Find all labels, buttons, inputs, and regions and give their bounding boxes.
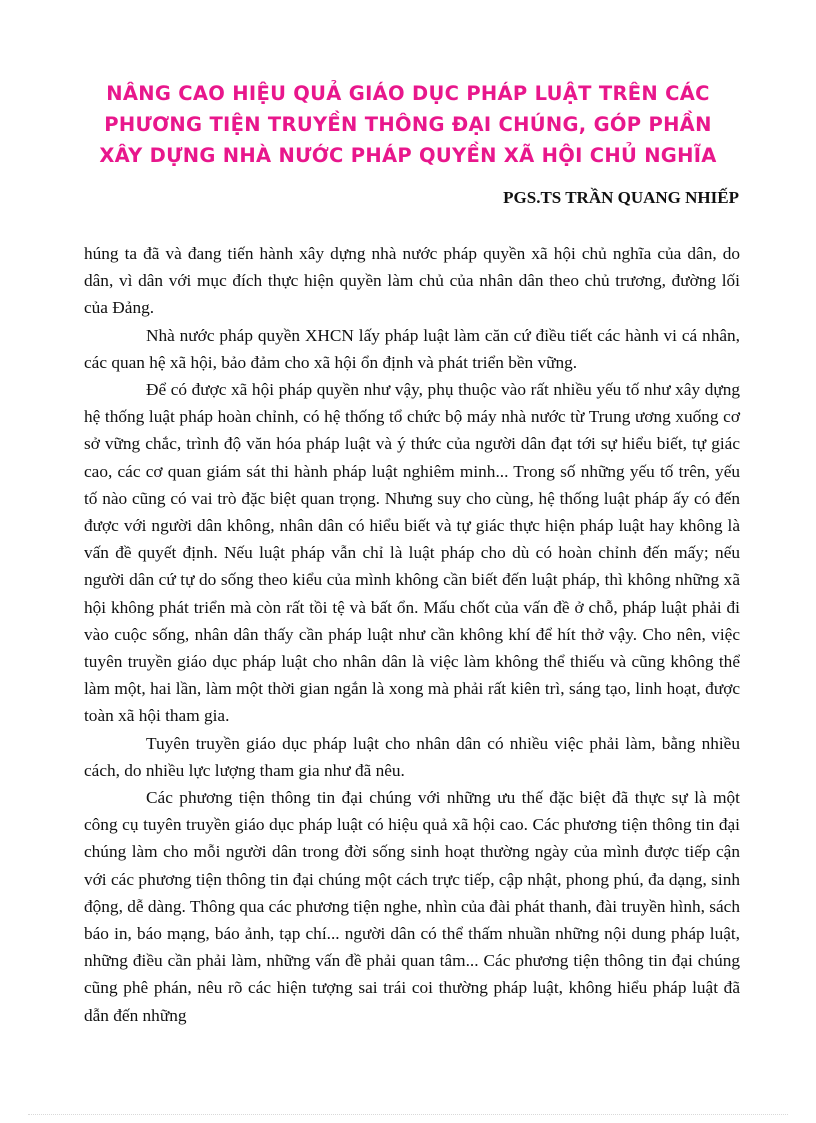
title-line-2: PHƯƠNG TIỆN TRUYỀN THÔNG ĐẠI CHÚNG, GÓP PHẦN: [104, 113, 712, 136]
paragraph-1: húng ta đã và đang tiến hành xây dựng nhà nước pháp quyền xã hội chủ nghĩa của dân, do dân, vì dân với mục đích thực hiện quyền làm chủ của nhân dân theo chủ trương, đường lối của Đảng.: [84, 244, 740, 318]
page-bottom-divider: [28, 1114, 788, 1115]
title-line-1: NÂNG CAO HIỆU QUẢ GIÁO DỤC PHÁP LUẬT TRÊN CÁC: [106, 82, 710, 105]
paragraph-4: Tuyên truyền giáo dục pháp luật cho nhân dân có nhiều việc phải làm, bằng nhiều cách, do nhiều lực lượng tham gia như đã nêu.: [84, 733, 740, 780]
title-line-3: XÂY DỰNG NHÀ NƯỚC PHÁP QUYỀN XÃ HỘI CHỦ NGHĨA: [99, 144, 717, 167]
article-body: [84, 240, 740, 1029]
paragraph-3: Để có được xã hội pháp quyền như vậy, phụ thuộc vào rất nhiều yếu tố như xây dựng hệ thống luật pháp hoàn chỉnh, có hệ thống tổ chức bộ máy nhà nước từ Trung ương xuống cơ sở vững chắc, trình độ văn hóa pháp luật và ý thức của người dân đạt tới sự hiểu biết, tự giác cao, các cơ quan giám sát thi hành pháp luật nghiêm minh... Trong số những yếu tố trên, yếu tố nào cũng có vai trò đặc biệt quan trọng. Nhưng suy cho cùng, hệ thống luật pháp ấy có đến được với người dân không, nhân dân có hiểu biết và tự giác thực hiện pháp luật hay không là vấn đề quyết định. Nếu luật pháp vẫn chỉ là luật pháp cho dù có hoàn chỉnh đến mấy; nếu người dân cứ tự do sống theo kiểu của mình không cần biết đến luật pháp, thì không những xã hội không phát triển mà còn rất tồi tệ và bất ổn. Mấu chốt của vấn đề ở chỗ, pháp luật phải đi vào cuộc sống, nhân dân thấy cần pháp luật như cần không khí để hít thở vậy. Cho nên, việc tuyên truyền giáo dục pháp luật cho nhân dân là việc làm không thể thiếu và cũng không thể làm một, hai lần, làm một thời gian ngắn là xong mà phải rất kiên trì, sáng tạo, linh hoạt, được toàn xã hội tham gia.: [84, 380, 740, 726]
article-title: [60, 78, 756, 171]
author-byline: PGS.TS TRẦN QUANG NHIẾP: [503, 188, 739, 207]
paragraph-5: Các phương tiện thông tin đại chúng với những ưu thế đặc biệt đã thực sự là một công cụ tuyên truyền giáo dục pháp luật có hiệu quả xã hội cao. Các phương tiện thông tin đại chúng làm cho mỗi người dân trong đời sống sinh hoạt thường ngày của mình được tiếp cận với các phương tiện thông tin đại chúng một cách trực tiếp, cập nhật, phong phú, đa dạng, sinh động, dễ dàng. Thông qua các phương tiện nghe, nhìn của đài phát thanh, đài truyền hình, sách báo in, báo mạng, báo ảnh, tạp chí... người dân có thể thấm nhuần những nội dung pháp luật, những điều cần phải làm, những vấn đề phải quan tâm... Các phương tiện thông tin đại chúng cũng phê phán, nêu rõ các hiện tượng sai trái coi thường pháp luật, không hiểu pháp luật đã dẫn đến những: [84, 788, 740, 1025]
paragraph-2: Nhà nước pháp quyền XHCN lấy pháp luật làm căn cứ điều tiết các hành vi cá nhân, các quan hệ xã hội, bảo đảm cho xã hội ổn định và phát triển bền vững.: [84, 325, 740, 372]
